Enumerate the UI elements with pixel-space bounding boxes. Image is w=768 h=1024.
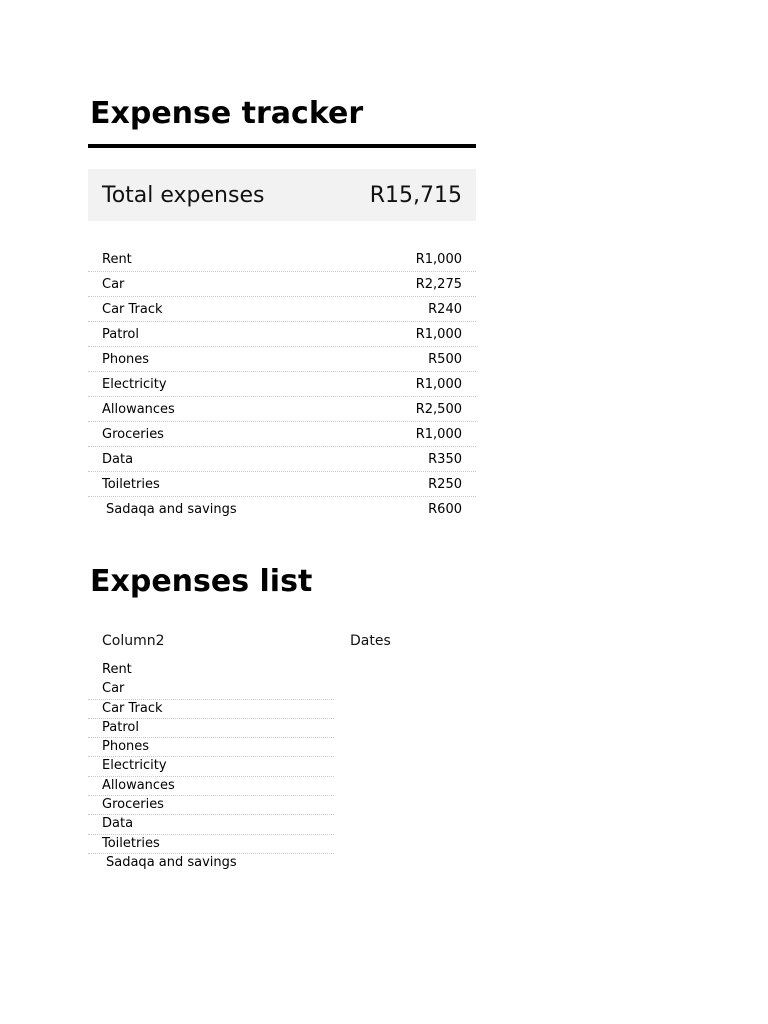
expense-amount: R1,000: [415, 376, 462, 392]
expense-name: Patrol: [102, 326, 139, 342]
expense-amount: R250: [428, 476, 462, 492]
list-item-label: Phones: [102, 739, 150, 755]
list-item: [88, 796, 334, 815]
expense-amount: R2,500: [415, 401, 462, 417]
expense-amount: R350: [428, 451, 462, 467]
expense-name: Car Track: [102, 301, 163, 317]
column-header-dates: Dates: [350, 633, 391, 649]
expense-amount: R600: [428, 502, 462, 517]
list-item-label: Car Track: [102, 700, 163, 716]
expense-name: Rent: [102, 251, 132, 267]
expense-name: Toiletries: [102, 476, 160, 492]
list-item: [88, 719, 334, 738]
list-item-label: Rent: [102, 662, 132, 677]
expense-name: Groceries: [102, 426, 164, 442]
expense-name: Car: [102, 276, 125, 292]
list-item: [88, 757, 334, 776]
list-item-label: Car: [102, 681, 125, 697]
list-item-label: Electricity: [102, 758, 167, 774]
list-item-label: Allowances: [102, 777, 175, 793]
list-item-label: Patrol: [102, 719, 139, 735]
page-title: Expense tracker: [90, 96, 364, 131]
section-title: Expenses list: [90, 564, 313, 599]
list-item: [88, 661, 334, 680]
table-row: [88, 247, 476, 272]
expenses-list: [88, 661, 334, 873]
expense-name: Electricity: [102, 376, 167, 392]
list-item-label: Data: [102, 816, 134, 832]
table-row: [88, 297, 476, 322]
list-item-label: Toiletries: [102, 835, 160, 851]
list-item-label: Sadaqa and savings: [106, 854, 237, 870]
table-row: [88, 422, 476, 447]
table-row: [88, 322, 476, 347]
expense-amount: R1,000: [415, 251, 462, 267]
expense-name: Sadaqa and savings: [106, 502, 237, 517]
expense-table: [88, 247, 476, 522]
expense-amount: R1,000: [415, 426, 462, 442]
list-item: [88, 854, 334, 873]
expense-name: Allowances: [102, 401, 175, 417]
total-expenses-label: Total expenses: [102, 182, 265, 208]
total-expenses-value: R15,715: [369, 182, 462, 208]
list-item: [88, 815, 334, 834]
title-divider: [88, 144, 476, 148]
table-row: [88, 497, 476, 522]
expense-amount: R2,275: [415, 276, 462, 292]
table-row: [88, 397, 476, 422]
table-row: [88, 372, 476, 397]
list-item: [88, 835, 334, 854]
expense-name: Phones: [102, 351, 150, 367]
list-item: [88, 680, 334, 699]
column-header-column2: Column2: [102, 633, 165, 649]
table-row: [88, 272, 476, 297]
expense-amount: R500: [428, 351, 462, 367]
expense-name: Data: [102, 451, 134, 467]
list-item: [88, 777, 334, 796]
list-item-label: Groceries: [102, 797, 164, 813]
table-row: [88, 447, 476, 472]
list-item: [88, 700, 334, 719]
table-row: [88, 347, 476, 372]
list-item: [88, 738, 334, 757]
table-row: [88, 472, 476, 497]
total-expenses-summary: [88, 169, 476, 221]
expense-amount: R1,000: [415, 326, 462, 342]
expense-amount: R240: [428, 301, 462, 317]
